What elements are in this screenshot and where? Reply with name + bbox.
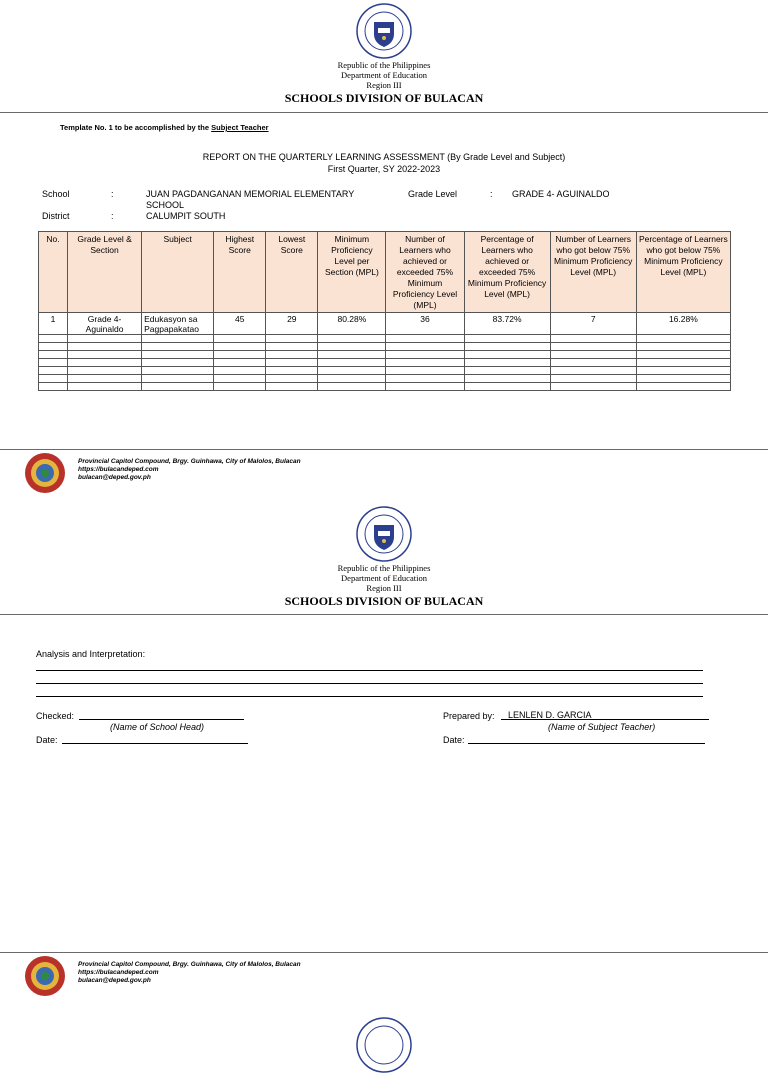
table-cell-empty[interactable] — [464, 383, 550, 391]
table-cell-empty[interactable] — [386, 351, 464, 359]
analysis-line[interactable] — [36, 696, 703, 697]
empty-rows — [39, 335, 731, 391]
date-line[interactable] — [468, 743, 705, 744]
table-cell-empty[interactable] — [386, 359, 464, 367]
school-head-signature-line[interactable] — [79, 719, 244, 720]
checked-label: Checked: — [36, 711, 75, 721]
district-value: CALUMPIT SOUTH — [146, 211, 226, 221]
col-grade-section: Grade Level & Section — [68, 232, 142, 313]
cell-pct-below: 16.28% — [636, 313, 730, 335]
table-cell-empty[interactable] — [214, 383, 266, 391]
cell-pct-achieved: 83.72% — [464, 313, 550, 335]
template-note — [60, 123, 269, 132]
prepared-label: Prepared by: — [443, 711, 495, 721]
district-label: District — [42, 211, 70, 221]
table-cell-empty[interactable] — [318, 367, 386, 375]
cell-grade-section: Grade 4-Aguinaldo — [68, 313, 142, 335]
table-cell-empty[interactable] — [318, 383, 386, 391]
header-line-republic: Republic of the Philippines — [337, 563, 431, 573]
table-cell-empty[interactable] — [266, 343, 318, 351]
table-cell-empty[interactable] — [386, 375, 464, 383]
header-line-republic: Republic of the Philippines — [337, 60, 431, 70]
table-cell-empty[interactable] — [68, 359, 142, 367]
col-mpl: Minimum Proficiency Level per Section (MPL) — [318, 232, 386, 313]
grade-label: Grade Level — [408, 189, 458, 199]
table-header-row — [39, 232, 731, 313]
header-title: SCHOOLS DIVISION OF BULACAN — [284, 594, 484, 608]
table-row-empty — [39, 375, 731, 383]
footer-divider — [0, 952, 768, 953]
table-cell-empty[interactable] — [266, 359, 318, 367]
footer-address: Provincial Capitol Compound, Brgy. Guinhawa, City of Malolos, Bulacan — [78, 458, 301, 465]
table-cell-empty[interactable] — [39, 367, 68, 375]
cell-num-achieved: 36 — [386, 313, 464, 335]
table-cell-empty[interactable] — [318, 375, 386, 383]
table-cell-empty[interactable] — [636, 343, 730, 351]
table-cell-empty[interactable] — [550, 335, 636, 343]
table-cell-empty[interactable] — [142, 335, 214, 343]
deped-seal-icon — [349, 2, 419, 60]
table-cell-empty[interactable] — [214, 351, 266, 359]
grade-colon: : — [490, 189, 493, 199]
table-cell-empty[interactable] — [464, 343, 550, 351]
table-cell-empty[interactable] — [266, 351, 318, 359]
report-subtitle: First Quarter, SY 2022-2023 — [327, 164, 441, 174]
table-cell-empty[interactable] — [142, 359, 214, 367]
table-cell-empty[interactable] — [464, 351, 550, 359]
table-cell-empty[interactable] — [214, 335, 266, 343]
analysis-line[interactable] — [36, 683, 703, 684]
cell-no: 1 — [39, 313, 68, 335]
table-cell-empty[interactable] — [550, 343, 636, 351]
table-cell-empty[interactable] — [636, 359, 730, 367]
prepared-name: LENLEN D. GARCIA — [508, 710, 592, 720]
table-cell-empty[interactable] — [142, 351, 214, 359]
col-num-achieved: Number of Learners who achieved or exceeded 75% Minimum Proficiency Level (MPL) — [386, 232, 464, 313]
table-cell-empty[interactable] — [214, 359, 266, 367]
header-line-region: Region III — [366, 583, 402, 593]
teacher-caption: (Name of Subject Teacher) — [548, 722, 656, 732]
school-colon: : — [111, 189, 114, 199]
table-cell-empty[interactable] — [214, 367, 266, 375]
table-cell-empty[interactable] — [636, 383, 730, 391]
table-cell-empty[interactable] — [39, 351, 68, 359]
header-divider — [0, 614, 768, 615]
footer-website[interactable]: https://bulacandeped.com — [78, 466, 159, 473]
table-cell-empty[interactable] — [550, 359, 636, 367]
table-row-empty — [39, 383, 731, 391]
table-cell-empty[interactable] — [68, 351, 142, 359]
table-cell-empty[interactable] — [318, 343, 386, 351]
date-label: Date: — [443, 735, 465, 745]
cell-highest-score: 45 — [214, 313, 266, 335]
col-subject: Subject — [142, 232, 214, 313]
footer-address: Provincial Capitol Compound, Brgy. Guinhawa, City of Malolos, Bulacan — [78, 961, 301, 968]
table-cell-empty[interactable] — [68, 383, 142, 391]
col-lowest-score: Lowest Score — [266, 232, 318, 313]
col-highest-score: Highest Score — [214, 232, 266, 313]
table-cell-empty[interactable] — [142, 343, 214, 351]
table-cell-empty[interactable] — [68, 343, 142, 351]
division-logo-icon — [24, 452, 66, 494]
cell-mpl: 80.28% — [318, 313, 386, 335]
table-cell-empty[interactable] — [68, 335, 142, 343]
date-label: Date: — [36, 735, 58, 745]
table-cell-empty[interactable] — [464, 367, 550, 375]
teacher-signature-line[interactable] — [501, 719, 709, 720]
table-cell-empty[interactable] — [318, 335, 386, 343]
table-cell-empty[interactable] — [636, 375, 730, 383]
table-cell-empty[interactable] — [464, 375, 550, 383]
division-logo-icon — [24, 955, 66, 997]
table-cell-empty[interactable] — [636, 367, 730, 375]
table-cell-empty[interactable] — [464, 359, 550, 367]
table-cell-empty[interactable] — [386, 367, 464, 375]
table-cell-empty[interactable] — [464, 335, 550, 343]
col-num-below: Number of Learners who got below 75% Minimum Proficiency Level (MPL) — [550, 232, 636, 313]
header-line-region: Region III — [366, 80, 402, 90]
table-cell-empty[interactable] — [550, 383, 636, 391]
analysis-label: Analysis and Interpretation: — [36, 649, 146, 659]
header-line-deped: Department of Education — [341, 573, 427, 583]
deped-seal-icon — [349, 505, 419, 563]
cell-lowest-score: 29 — [266, 313, 318, 335]
col-pct-below: Percentage of Learners who got below 75% Minimum Proficiency Level (MPL) — [636, 232, 730, 313]
deped-seal-icon — [349, 1016, 419, 1074]
col-pct-achieved: Percentage of Learners who achieved or exceeded 75% Minimum Proficiency Level (MPL) — [464, 232, 550, 313]
table-row-empty — [39, 359, 731, 367]
table-cell-empty[interactable] — [266, 383, 318, 391]
cell-num-below: 7 — [550, 313, 636, 335]
analysis-line[interactable] — [36, 670, 703, 671]
table-cell-empty[interactable] — [39, 375, 68, 383]
table-cell-empty[interactable] — [142, 383, 214, 391]
footer-email[interactable]: bulacan@deped.gov.ph — [78, 977, 151, 984]
table-cell-empty[interactable] — [39, 383, 68, 391]
table-cell-empty[interactable] — [636, 351, 730, 359]
school-value-line1: JUAN PAGDANGANAN MEMORIAL ELEMENTARY — [146, 189, 355, 199]
table-cell-empty[interactable] — [266, 335, 318, 343]
district-colon: : — [111, 211, 114, 221]
header-title: SCHOOLS DIVISION OF BULACAN — [284, 91, 484, 105]
date-line[interactable] — [62, 743, 248, 744]
table-cell-empty[interactable] — [318, 351, 386, 359]
table-cell-empty[interactable] — [318, 359, 386, 367]
col-no: No. — [39, 232, 68, 313]
template-note-prefix: Template No. 1 to be accomplished by the — [60, 123, 210, 132]
footer-divider — [0, 449, 768, 450]
school-head-caption: (Name of School Head) — [110, 722, 205, 732]
assessment-table — [38, 231, 731, 391]
table-cell-empty[interactable] — [214, 343, 266, 351]
table-cell-empty[interactable] — [386, 343, 464, 351]
table-row — [39, 313, 731, 335]
grade-value: GRADE 4- AGUINALDO — [512, 189, 610, 199]
header-line-deped: Department of Education — [341, 70, 427, 80]
footer-email[interactable]: bulacan@deped.gov.ph — [78, 474, 151, 481]
table-cell-empty[interactable] — [386, 335, 464, 343]
table-cell-empty[interactable] — [550, 367, 636, 375]
footer-website[interactable]: https://bulacandeped.com — [78, 969, 159, 976]
table-cell-empty[interactable] — [142, 367, 214, 375]
template-note-who: Subject Teacher — [211, 123, 269, 132]
table-cell-empty[interactable] — [386, 383, 464, 391]
table-cell-empty[interactable] — [214, 375, 266, 383]
table-cell-empty[interactable] — [142, 375, 214, 383]
table-cell-empty[interactable] — [39, 335, 68, 343]
table-cell-empty[interactable] — [68, 375, 142, 383]
table-row-empty — [39, 351, 731, 359]
table-cell-empty[interactable] — [266, 367, 318, 375]
table-cell-empty[interactable] — [39, 343, 68, 351]
table-row-empty — [39, 335, 731, 343]
table-row-empty — [39, 343, 731, 351]
header-divider — [0, 112, 768, 113]
table-cell-empty[interactable] — [39, 359, 68, 367]
table-cell-empty[interactable] — [266, 375, 318, 383]
school-label: School — [42, 189, 70, 199]
report-title: REPORT ON THE QUARTERLY LEARNING ASSESSMENT (By Grade Level and Subject) — [202, 152, 566, 162]
table-row-empty — [39, 367, 731, 375]
table-cell-empty[interactable] — [636, 335, 730, 343]
table-cell-empty[interactable] — [550, 351, 636, 359]
table-cell-empty[interactable] — [550, 375, 636, 383]
school-value-line2: SCHOOL — [146, 200, 185, 210]
table-cell-empty[interactable] — [68, 367, 142, 375]
cell-subject: Edukasyon sa Pagpapakatao — [142, 313, 214, 335]
